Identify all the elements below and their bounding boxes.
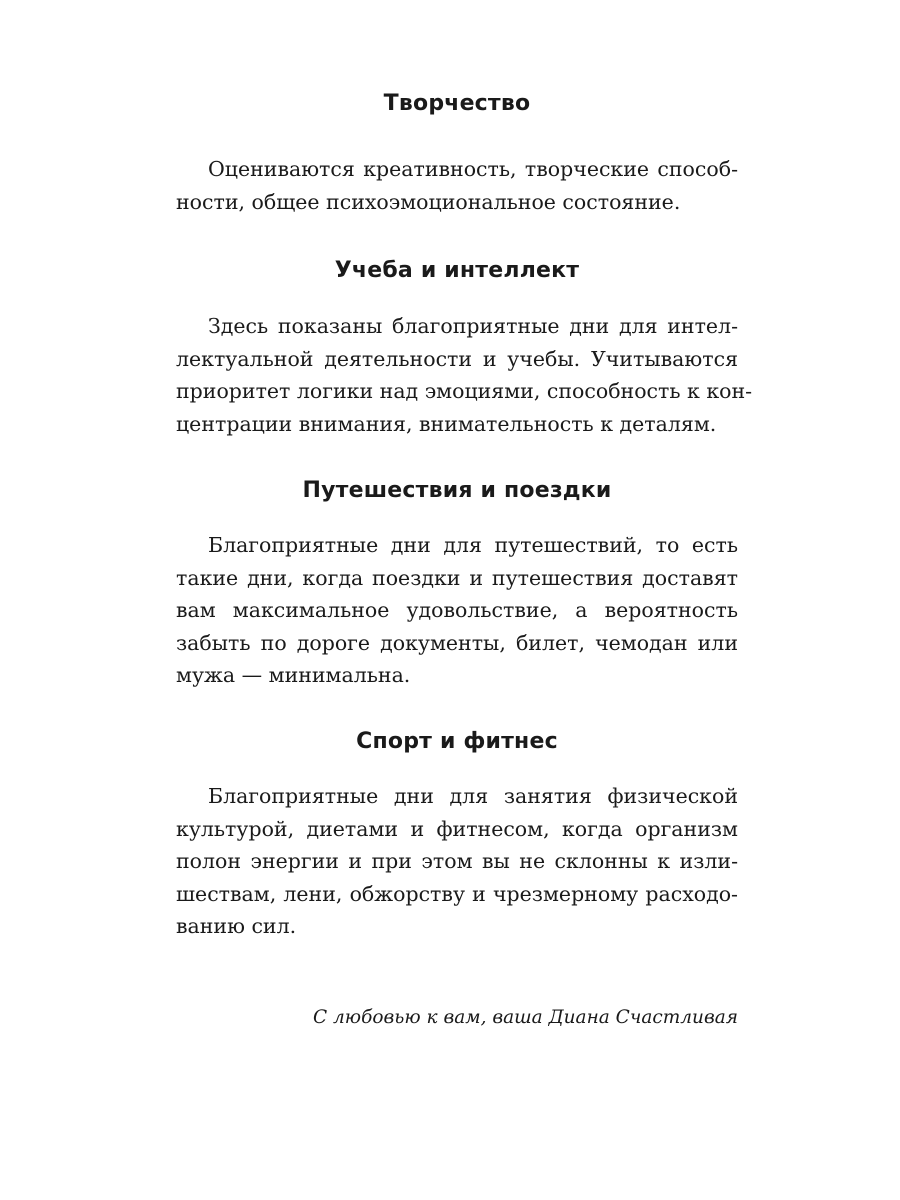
section-text-study [176,310,753,440]
text-line: Благоприятные дни для занятия физической [208,784,738,808]
text-line: Здесь показаны благоприятные дни для интел- [208,314,738,338]
text-line: ности, общее психоэмоциональное состояние. [176,189,681,214]
section-title-sport: Спорт и фитнес [356,729,558,754]
text-line: Оцениваются креативность, творческие способ- [208,157,738,181]
text-line: культурой, диетами и фитнесом, когда организм [176,816,738,841]
section-title-creativity: Творчество [383,91,531,116]
text-line: шествам, лени, обжорству и чрезмерному расходо- [176,881,738,906]
section-title-study: Учеба и интеллект [334,258,580,283]
text-line: центрации внимания, внимательность к деталям. [176,411,717,436]
section-title-travel: Путешествия и поездки [302,478,612,503]
text-line: забыть по дороге документы, билет, чемодан или [176,630,738,655]
text-line: приоритет логики над эмоциями, способность к кон- [176,379,753,403]
author-signature: С любовью к вам, ваша Диана Счастливая [312,1007,738,1028]
text-line: вам максимальное удовольствие, а вероятность [176,598,738,622]
section-text-creativity [176,153,738,218]
section-text-travel [176,529,738,692]
text-line: такие дни, когда поездки и путешествия доставят [176,565,738,590]
section-text-sport [176,780,738,943]
text-line: Благоприятные дни для путешествий, то есть [208,533,738,557]
text-line: мужа — минимальна. [176,663,411,687]
text-line: лектуальной деятельности и учебы. Учитываются [176,346,738,371]
text-line: полон энергии и при этом вы не склонны к изли- [176,849,738,873]
text-line: ванию сил. [176,914,297,938]
